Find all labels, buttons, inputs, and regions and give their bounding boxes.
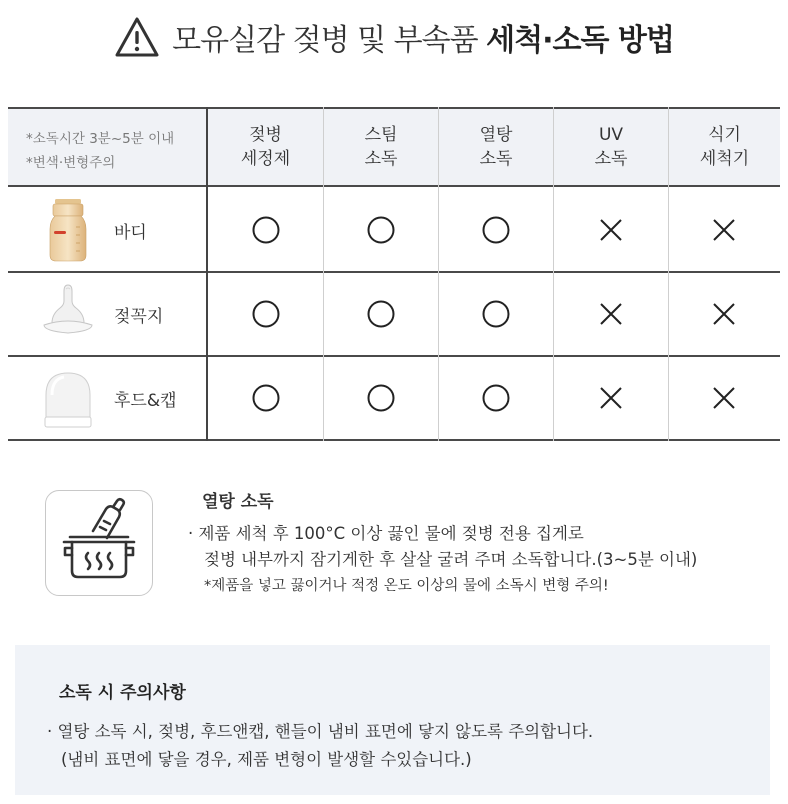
- caution-box: [15, 645, 770, 795]
- o-mark: [366, 383, 396, 413]
- col-header-line: 소독: [479, 149, 513, 169]
- col-header-detergent: [208, 107, 323, 187]
- o-mark: [481, 215, 511, 245]
- table-note: [26, 127, 174, 175]
- col-header-line: 스팀: [364, 125, 398, 145]
- boiling-title: 열탕 소독: [202, 492, 274, 512]
- o-mark: [481, 299, 511, 329]
- note-deformation: *변색·변형주의: [26, 155, 116, 171]
- col-header-line: 식기: [708, 125, 741, 145]
- boiling-line-2: 젖병 내부까지 잠기게한 후 살살 굴려 주며 소독합니다.(3~5분 이내): [204, 550, 698, 569]
- o-mark: [481, 383, 511, 413]
- boiling-line-1: · 제품 세척 후 100°C 이상 끓인 물에 젖병 전용 집게로: [188, 524, 584, 543]
- title-bold: 세척·소독 방법: [486, 23, 674, 58]
- row-label-text: 바디: [114, 222, 147, 243]
- col-header-line: 소독: [594, 149, 628, 169]
- note-duration: *소독시간 3분~5분 이내: [26, 131, 175, 147]
- col-header-boiling: [439, 107, 553, 187]
- col-header-line: 세정제: [240, 149, 291, 169]
- boiling-icon-box: [45, 490, 153, 596]
- o-mark: [251, 215, 281, 245]
- hood-cap-icon: [38, 365, 98, 431]
- title-prefix: 모유실감 젖병 및 부속품: [172, 23, 487, 58]
- x-mark: [596, 299, 626, 329]
- col-header-line: 열탕: [479, 125, 513, 145]
- x-mark: [709, 383, 739, 413]
- caution-line-2: (냄비 표면에 닿을 경우, 제품 변형이 발생할 수있습니다.): [61, 750, 472, 769]
- col-header-line: UV: [598, 125, 624, 145]
- col-header-steam: [324, 107, 438, 187]
- col-header-line: 소독: [364, 149, 398, 169]
- row-label-text: 젖꼭지: [114, 306, 164, 327]
- row-label-nipple: [8, 273, 206, 355]
- boiling-pot-icon: [46, 491, 152, 595]
- row-label-hood-cap: [8, 357, 206, 439]
- row-label-text: 후드&캡: [114, 390, 177, 411]
- boiling-note: *제품을 넣고 끓이거나 적정 온도 이상의 물에 소독시 변형 주의!: [204, 578, 609, 594]
- o-mark: [251, 299, 281, 329]
- bottle-body-icon: [38, 197, 98, 263]
- caution-title: 소독 시 주의사항: [59, 683, 186, 703]
- col-header-uv: [554, 107, 668, 187]
- row-divider: [8, 439, 780, 441]
- caution-line-1: · 열탕 소독 시, 젖병, 후드앤캡, 핸들이 냄비 표면에 닿지 않도록 주의합니다.: [47, 722, 594, 741]
- cleaning-method-table: [8, 107, 780, 441]
- x-mark: [709, 215, 739, 245]
- x-mark: [596, 383, 626, 413]
- x-mark: [596, 215, 626, 245]
- col-header-dishwasher: [669, 107, 780, 187]
- col-header-line: 젖병: [249, 125, 282, 145]
- page-title-row: [0, 14, 788, 60]
- row-label-body: [8, 189, 206, 271]
- o-mark: [366, 215, 396, 245]
- x-mark: [709, 299, 739, 329]
- warning-icon: [114, 16, 160, 58]
- page-title: [172, 15, 674, 59]
- nipple-icon: [38, 281, 98, 347]
- col-header-line: 세척기: [699, 149, 750, 169]
- o-mark: [251, 383, 281, 413]
- o-mark: [366, 299, 396, 329]
